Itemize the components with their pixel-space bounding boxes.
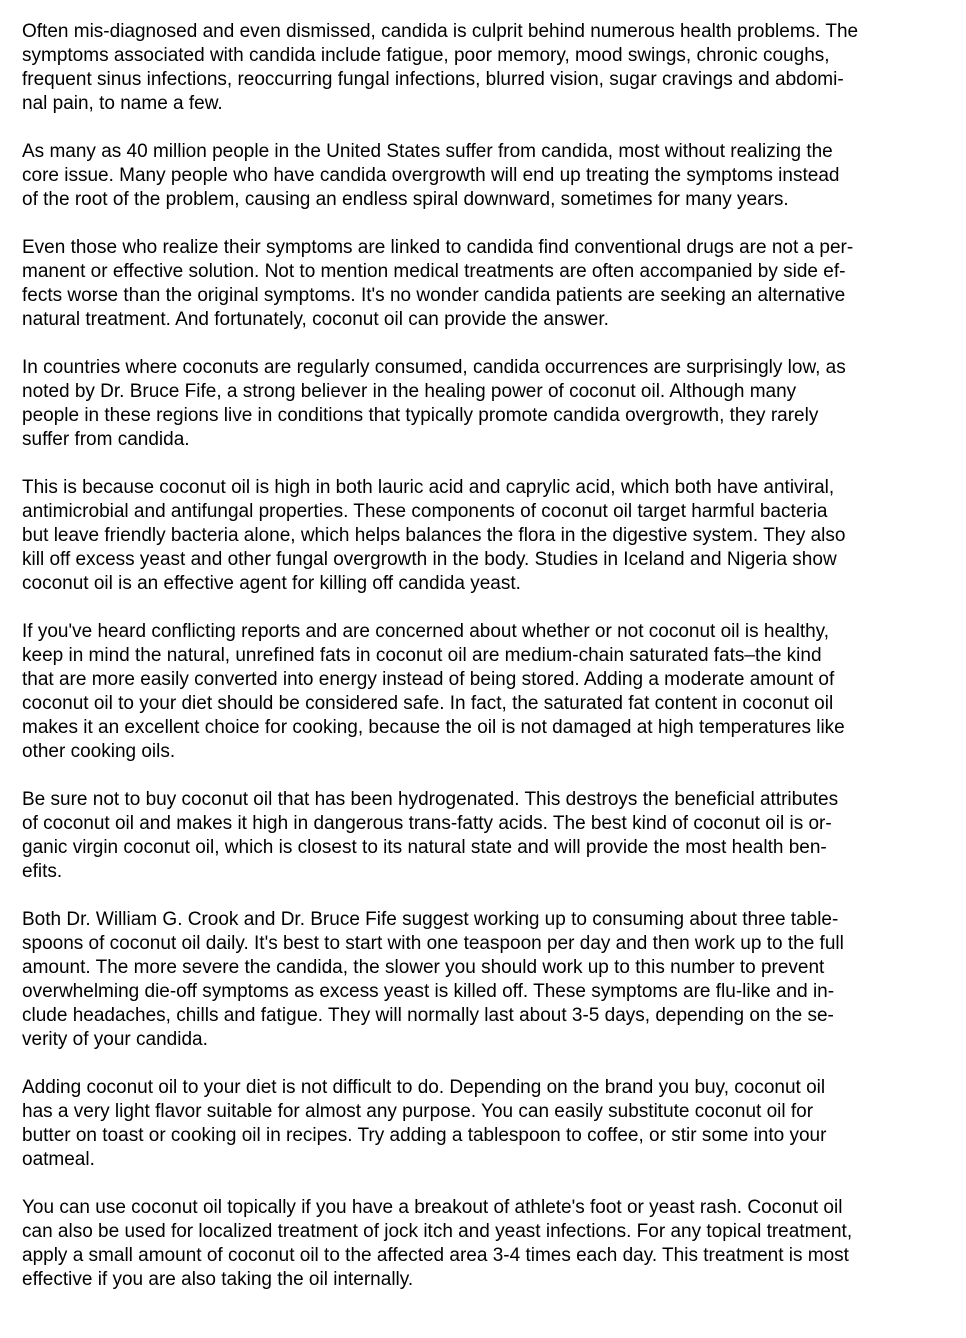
paragraph-conventional-drugs: Even those who realize their symptoms are linked to candida find conventional drugs are not a per- manent or effective solution. Not to mention medical treatments are often accompanied by side ef- fects worse than the original symptoms. It's no wonder candida patients are seeking an alternative natural treatment. And fortunately, coconut oil can provide the answer. xyxy=(22,237,854,330)
paragraph-healthy-fats: If you've heard conflicting reports and are concerned about whether or not coconut oil is healthy, keep in mind the natural, unrefined fats in coconut oil are medium-chain saturated fats–the kind that are more easily converted into energy instead of being stored. Adding a moderate amount of coconut oil to your diet should be considered safe. In fact, the saturated fat content in coconut oil makes it an excellent choice for cooking, because the oil is not damaged at high temperatures like other cooking oils. xyxy=(22,621,845,762)
paragraph-prevalence: As many as 40 million people in the United States suffer from candida, most without realizing the core issue. Many people who have candida overgrowth will end up treating the symptoms instead of the root of the problem, causing an endless spiral downward, sometimes for many years. xyxy=(22,141,840,210)
paragraph-topical: You can use coconut oil topically if you have a breakout of athlete's foot or yeast rash. Coconut oil can also be used for localized treatment of jock itch and yeast infections. For any topical treatment, apply a small amount of coconut oil to the affected area 3-4 times each day. This treatment is most effective if you are also taking the oil internally. xyxy=(22,1197,853,1290)
paragraph-hydrogenated: Be sure not to buy coconut oil that has been hydrogenated. This destroys the beneficial attributes of coconut oil and makes it high in dangerous trans-fatty acids. The best kind of coconut oil is or- ganic virgin coconut oil, which is closest to its natural state and will provide the most health ben- efits. xyxy=(22,789,839,882)
paragraph-intro: Often mis-diagnosed and even dismissed, candida is culprit behind numerous health problems. The symptoms associated with candida include fatigue, poor memory, mood swings, chronic coughs, frequent sinus infections, reoccurring fungal infections, blurred vision, sugar cravings and abdomi- nal pain, to name a few. xyxy=(22,21,859,114)
paragraph-dosage: Both Dr. William G. Crook and Dr. Bruce Fife suggest working up to consuming about three table- spoons of coconut oil daily. It's best to start with one teaspoon per day and then work up to the full amount. The more severe the candida, the slower you should work up to this number to prevent overwhelming die-off symptoms as excess yeast is killed off. These symptoms are flu-like and in- clude headaches, chills and fatigue. They will normally last about 3-5 days, depending on the se- verity of your candida. xyxy=(22,909,844,1050)
paragraph-lauric-acid: This is because coconut oil is high in both lauric acid and caprylic acid, which both have antiviral, antimicrobial and antifungal properties. These components of coconut oil target harmful bacteria but leave friendly bacteria alone, which helps balances the flora in the digestive system. They also kill off excess yeast and other fungal overgrowth in the body. Studies in Iceland and Nigeria show coconut oil is an effective agent for killing off candida yeast. xyxy=(22,477,846,594)
article-body xyxy=(22,20,954,1316)
paragraph-countries: In countries where coconuts are regularly consumed, candida occurrences are surprisingly low, as noted by Dr. Bruce Fife, a strong believer in the healing power of coconut oil. Although many people in these regions live in conditions that typically promote candida overgrowth, they rarely suffer from candida. xyxy=(22,357,846,450)
paragraph-diet: Adding coconut oil to your diet is not difficult to do. Depending on the brand you buy, coconut oil has a very light flavor suitable for almost any purpose. You can easily substitute coconut oil for butter on toast or cooking oil in recipes. Try adding a tablespoon to coffee, or stir some into your oatmeal. xyxy=(22,1077,827,1170)
